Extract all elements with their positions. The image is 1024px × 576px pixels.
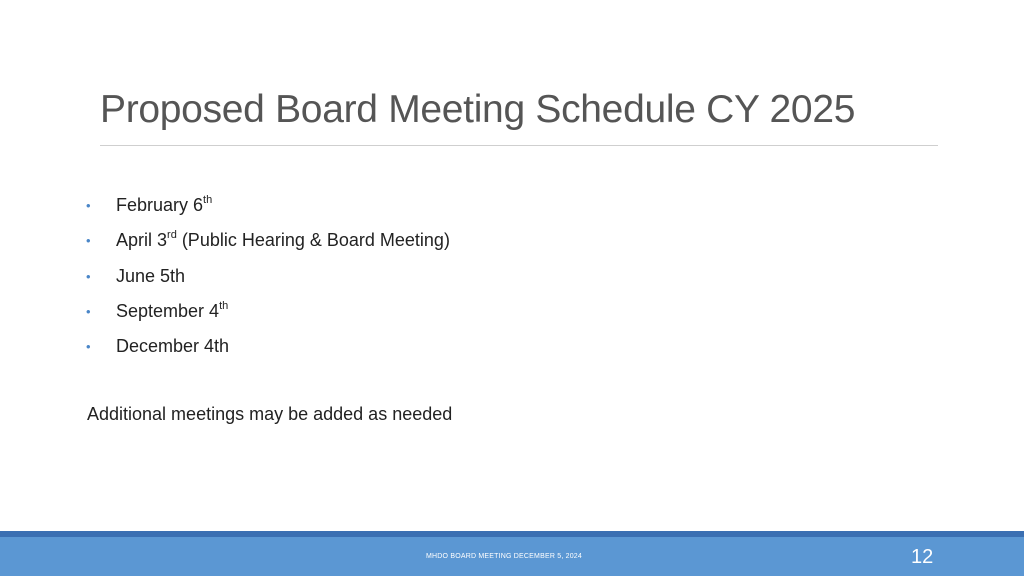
slide-title: Proposed Board Meeting Schedule CY 2025 — [100, 88, 856, 131]
meeting-date: February 6th — [116, 194, 213, 215]
meeting-date: December 4th — [116, 336, 230, 357]
page-number: 12 — [911, 546, 934, 568]
additional-meetings-note: Additional meetings may be added as needed — [87, 404, 453, 424]
bullet-icon: • — [86, 339, 91, 355]
bullet-icon: • — [86, 268, 91, 284]
footer-caption: MHDO BOARD MEETING DECEMBER 5, 2024 — [426, 553, 582, 560]
meeting-date: September 4th — [116, 299, 229, 321]
meeting-date: April 3rd (Public Hearing & Board Meeting) — [116, 229, 450, 251]
bullet-icon: • — [86, 303, 91, 319]
bullet-icon: • — [86, 233, 91, 249]
bullet-icon: • — [86, 198, 91, 213]
meeting-date: June 5th — [116, 265, 186, 286]
title-divider — [100, 145, 938, 146]
